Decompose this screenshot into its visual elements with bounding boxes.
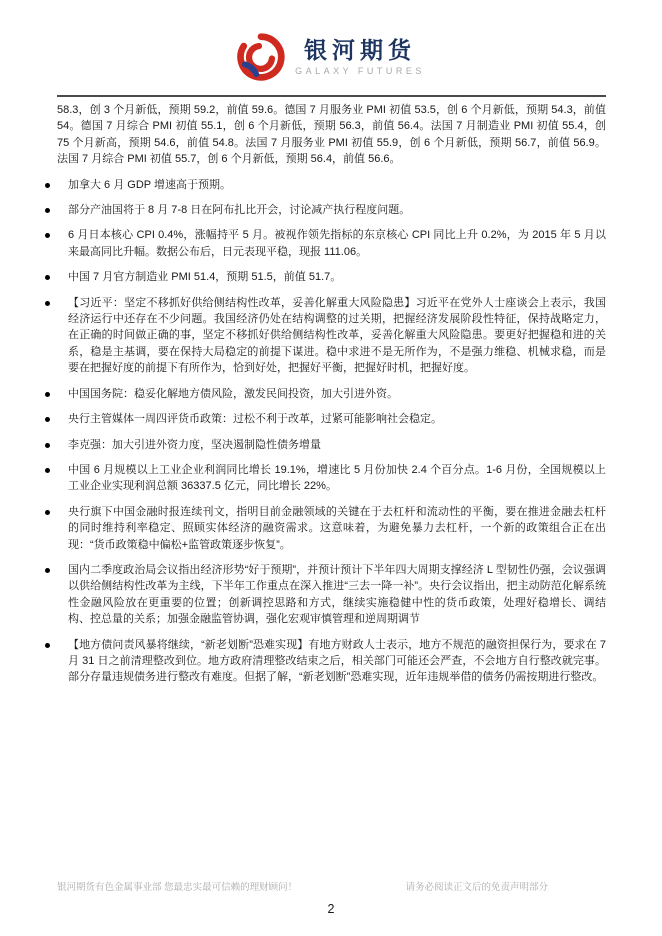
- list-item: [57, 295, 606, 377]
- bullet-text: 6 月日本核心 CPI 0.4%，涨幅持平 5 月。被视作领先指标的东京核心 CPI 同比上升 0.2%，为 2015 年 5 月以来最高同比升幅。数据公布后，日元表现平稳，现报 111.06。: [68, 229, 606, 258]
- bullet-icon: [45, 301, 50, 306]
- bullet-icon: [45, 183, 50, 188]
- header-divider: [57, 95, 606, 97]
- footer-disclaimer: 请务必阅读正文后的免责声明部分: [405, 882, 548, 893]
- list-item: [57, 437, 606, 453]
- bullet-icon: [45, 208, 50, 213]
- bullet-icon: [45, 417, 50, 422]
- bullet-icon: [45, 468, 50, 473]
- bullet-icon: [45, 275, 50, 280]
- bullet-text: 【习近平：坚定不移抓好供给侧结构性改革，妥善化解重大风险隐患】习近平在党外人士座谈会上表示，我国经济运行中还存在不少问题。我国经济仍处在结构调整的过关期，把握经济发展阶段性特征，保持战略定力，在正确的时间做正确的事，坚定不移抓好供给侧结构性改革，妥善化解重大风险隐患。要更好把握稳和进的关系，稳是主基调，要在保持大局稳定的前提下谋进。稳中求进不是无所作为，不是强力维稳、机械求稳，而是要在把握好度的前提下有所作为，恰到好处，把握好平衡，把握好时机，把握好度。: [68, 296, 606, 375]
- list-item: [57, 411, 606, 427]
- list-item: [57, 637, 606, 686]
- bullet-icon: [45, 510, 50, 515]
- bullet-icon: [45, 392, 50, 397]
- footer-left-text: 银河期货有色金属事业部 您最忠实最可信赖的理财顾问！: [57, 882, 298, 893]
- list-item: [57, 504, 606, 553]
- galaxy-futures-logo-icon: [237, 33, 285, 81]
- bullet-text: 部分产油国将于 8 月 7-8 日在阿布扎比开会，讨论减产执行程度问题。: [68, 204, 411, 217]
- bullet-text: 中国国务院：稳妥化解地方债风险，激发民间投资，加大引进外资。: [68, 387, 398, 400]
- bullet-text: 【地方债问责风暴将继续，“新老划断”恐难实现】有地方财政人士表示，地方不规范的融资担保行为，要求在 7 月 31 日之前清理整改到位。地方政府清理整改结束之后，相关部门可能还会严查，不会地方自行整改就完事。部分存量违规债务进行整改有难度。但据了解，“新老划断”恐难实现，近年违规举借的债务仍需按期进行整改。: [68, 638, 606, 684]
- page-number: 2: [327, 902, 335, 916]
- brand-text: [295, 38, 425, 76]
- bullet-text: 央行主管媒体一周四评货币政策：过松不利于改革，过紧可能影响社会稳定。: [68, 413, 442, 426]
- bullet-text: 中国 7 月官方制造业 PMI 51.4，预期 51.5，前值 51.7。: [68, 271, 342, 284]
- bullet-list: [57, 177, 606, 686]
- bullet-icon: [45, 443, 50, 448]
- page-footer: [57, 879, 606, 893]
- bullet-icon: [45, 233, 50, 238]
- page-header: [0, 33, 662, 81]
- bullet-icon: [45, 568, 50, 573]
- brand-name: 银河期货: [303, 36, 416, 63]
- list-item: [57, 227, 606, 260]
- bullet-text: 国内二季度政治局会议指出经济形势“好于预期”，并预计预计下半年四大周期支撑经济 L 型韧性仍强，会议强调以供给侧结构性改革为主线，下半年工作重点在深入推进“三去一降一补”。央行会议指出，把主动防范化解系统性金融风险放在更重要的位置；创新调控思路和方式，继续实施稳健中性的货币政策，处理好稳增长、调结构、控总量的关系；加强金融监管协调，强化宏观审慎管理和逆周期调节: [68, 563, 606, 626]
- list-item: [57, 177, 606, 193]
- list-item: [57, 269, 606, 285]
- bullet-text: 加拿大 6 月 GDP 增速高于预期。: [68, 178, 231, 191]
- list-item: [57, 462, 606, 495]
- list-item: [57, 562, 606, 628]
- report-body: [57, 102, 606, 695]
- brand-subtitle: GALAXY FUTURES: [295, 66, 425, 77]
- intro-paragraph: 58.3，创 3 个月新低，预期 59.2，前值 59.6。德国 7 月服务业 PMI 初值 53.5，创 6 个月新低，预期 54.3，前值 54。德国 7 月综合 PMI 初值 55.1，创 6 个月新低，预期 56.3，前值 56.4。法国 7 月制造业 PMI 初值 55.4，创 75 个月新高，预期 54.6，前值 54.8。法国 7 月服务业 PMI 初值 55.9，创 6 个月新低，预期 56.7，前值 56.9。法国 7 月综合 PMI 初值 55.7，创 6 个月新低，预期 56.4，前值 56.6。: [57, 104, 606, 166]
- list-item: [57, 202, 606, 218]
- bullet-text: 中国 6 月规模以上工业企业利润同比增长 19.1%，增速比 5 月份加快 2.4 个百分点。1-6 月份，全国规模以上工业企业实现利润总额 36337.5 亿元，同比增长 22%。: [68, 463, 606, 493]
- bullet-text: 李克强：加大引进外资力度，坚决遏制隐性债务增量: [68, 438, 321, 451]
- bullet-icon: [45, 643, 50, 648]
- bullet-text: 央行旗下中国金融时报连续刊文，指明目前金融领域的关键在于去杠杆和流动性的平衡，要在推进金融去杠杆的同时维持利率稳定、照顾实体经济的融资需求。这意味着，为避免暴力去杠杆，一个新的政策组合正在出现：“货币政策稳中偏松+监管政策逐步恢复”。: [68, 505, 606, 551]
- brand: [237, 33, 425, 81]
- list-item: [57, 386, 606, 402]
